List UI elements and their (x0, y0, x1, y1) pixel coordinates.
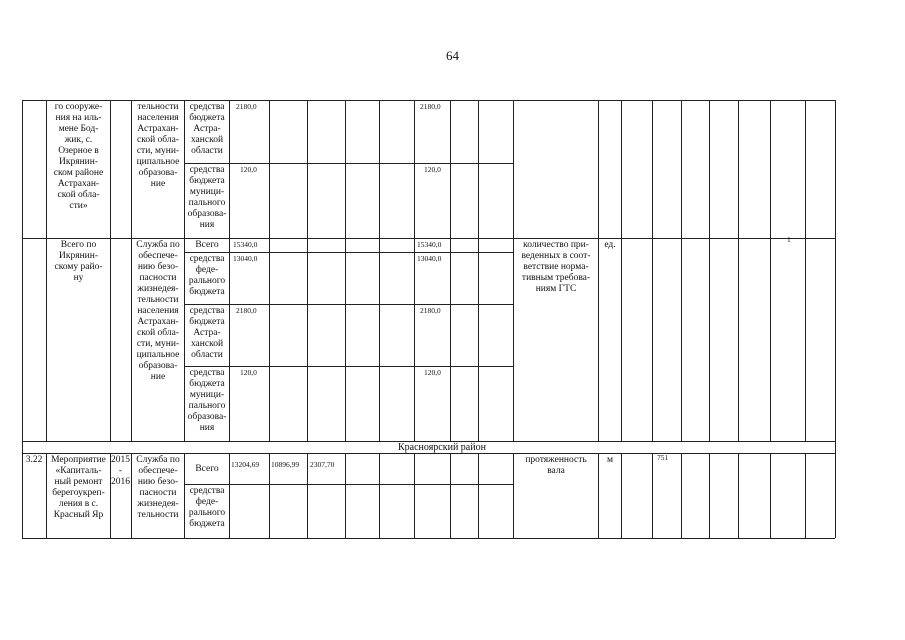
rule (307, 100, 308, 441)
rule (478, 453, 479, 538)
year-amount-cell: 13040,0 (417, 254, 442, 263)
funding-source-cell: средства феде- рального бюджета (188, 486, 226, 529)
rule (835, 100, 836, 441)
rule (805, 453, 806, 538)
rule (709, 453, 710, 538)
rule (22, 453, 835, 454)
unit-cell: м (606, 455, 613, 465)
rule (414, 100, 415, 441)
rule (621, 100, 622, 441)
rule (738, 100, 739, 441)
funding-source-cell: средства бюджета муници- пального образова- ния (187, 368, 227, 433)
total-amount-cell: 15340,0 (233, 240, 258, 249)
year-amount-cell: 120,0 (424, 165, 441, 174)
page-number: 64 (446, 48, 459, 63)
total-amount-cell: 2180,0 (236, 306, 257, 315)
rule (379, 100, 380, 441)
rule (805, 100, 806, 441)
section-title: Красноярский район (398, 442, 486, 453)
unit-cell: ед. (604, 240, 616, 250)
rule (184, 484, 513, 485)
rule (229, 100, 230, 441)
executor-cell: тельности населения Астрахан- ской обла- сти, муни- ципальное образова- ние (136, 102, 180, 189)
total-amount-cell: 13204,69 (231, 460, 260, 469)
year-amount-cell: 2307,70 (310, 460, 335, 469)
year-amount-cell: 2180,0 (420, 306, 441, 315)
rule (414, 453, 415, 538)
rule (681, 453, 682, 538)
funding-source-cell: средства бюджета муници- пального образова- ния (187, 165, 227, 230)
rule (652, 453, 653, 538)
rule (269, 453, 270, 538)
rule (110, 100, 111, 441)
year-amount-cell: 15340,0 (417, 240, 442, 249)
rule (738, 453, 739, 538)
rule (345, 453, 346, 538)
funding-source-cell: средства бюджета Астра- ханской области (189, 306, 225, 360)
rule (184, 366, 513, 367)
rule (450, 453, 451, 538)
rule (229, 453, 230, 538)
rule (681, 100, 682, 441)
rule (835, 453, 836, 538)
rule (770, 100, 771, 441)
rule (770, 453, 771, 538)
indicator-cell: количество при- веденных в соот- ветствие норма- тивным требова- ниям ГТС (521, 240, 591, 294)
year-amount-cell: 2180,0 (420, 102, 441, 111)
rule (184, 163, 513, 164)
total-amount-cell: 13040,0 (233, 254, 258, 263)
funding-source-cell: Всего (195, 464, 219, 474)
rule (598, 100, 599, 441)
executor-cell: Служба по обеспече- нию безо- пасности жизнедея- тельности населения Астрахан- ской обла- сти, муни- ципальное образова- ние (136, 240, 180, 382)
indicator-value-cell: 1 (787, 235, 791, 244)
rule (478, 100, 479, 441)
rule (450, 100, 451, 441)
rule (184, 252, 513, 253)
rule (22, 238, 835, 239)
rule (621, 453, 622, 538)
rule (652, 100, 653, 441)
rule (22, 538, 835, 539)
total-amount-cell: 120,0 (240, 165, 257, 174)
total-amount-cell: 2180,0 (236, 102, 257, 111)
measure-name-cell: го сооруже- ния на иль- мене Бод- жик, с. Озерное в Икрянин- ском районе Астрахан- ской обла- сти» (53, 102, 104, 211)
total-amount-cell: 120,0 (240, 368, 257, 377)
executor-cell: Служба по обеспече- нию безо- пасности жизнедея- тельности (136, 455, 180, 520)
funding-source-cell: средства бюджета Астра- ханской области (189, 102, 225, 156)
rule (307, 453, 308, 538)
rule (379, 453, 380, 538)
funding-source-cell: средства феде- рального бюджета (188, 254, 226, 297)
rule (184, 304, 513, 305)
rule (709, 100, 710, 441)
measure-name-cell: Мероприятие «Капиталь- ный ремонт берегоукреп- ления в с. Красный Яр (51, 455, 106, 520)
rule (345, 100, 346, 441)
rule (22, 100, 23, 441)
rule (835, 441, 836, 453)
rule (22, 441, 23, 453)
rule (22, 100, 835, 101)
indicator-value-cell: 751 (657, 453, 669, 462)
row-number-cell: 3.22 (25, 455, 43, 465)
years-cell: 2015 - 2016 (111, 455, 130, 487)
funding-source-cell: Всего (195, 240, 219, 250)
year-amount-cell: 120,0 (424, 368, 441, 377)
indicator-cell: протяженность вала (525, 455, 587, 476)
year-amount-cell: 10896,99 (271, 460, 300, 469)
measure-name-cell: Всего по Икрянин- скому райо- ну (54, 240, 103, 283)
rule (269, 100, 270, 441)
